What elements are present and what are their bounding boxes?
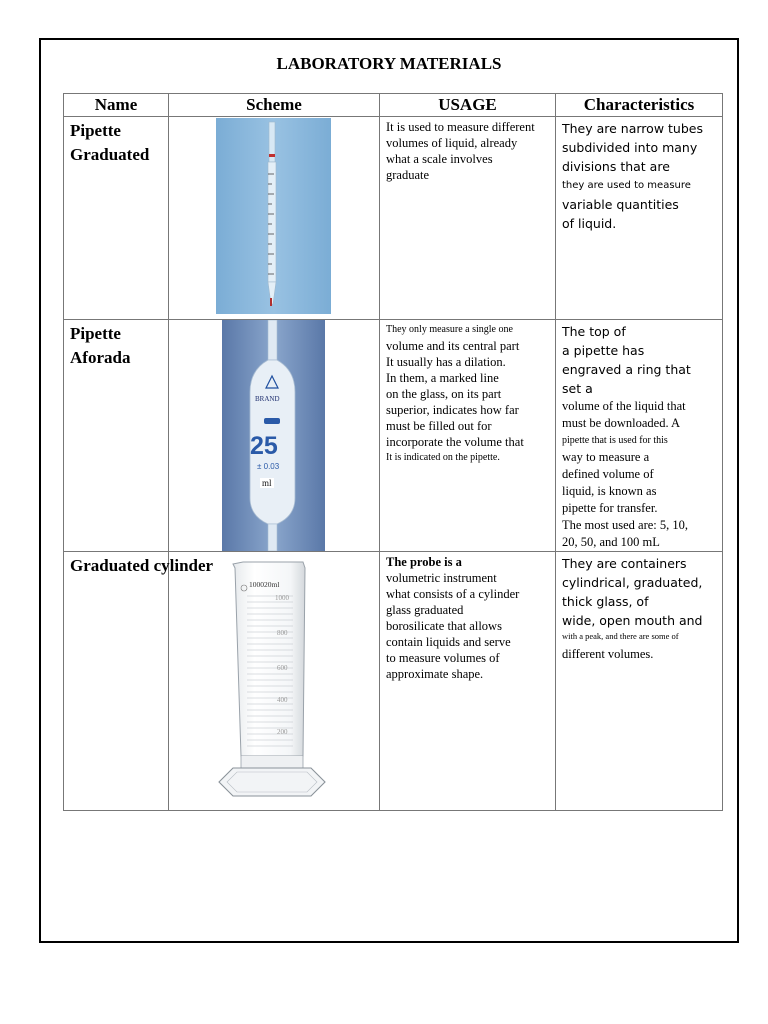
tick-label: 1000 bbox=[275, 594, 289, 602]
scheme-cell bbox=[169, 320, 380, 552]
capacity-label: 100020ml bbox=[249, 580, 280, 589]
name-line: Aforada bbox=[70, 348, 131, 367]
usage-line: The probe is a bbox=[386, 555, 462, 569]
name-cell bbox=[64, 117, 169, 320]
char-line: they are used to measure bbox=[562, 180, 691, 191]
graduated-pipette-image bbox=[216, 118, 331, 314]
char-line: subdivided into many bbox=[562, 140, 698, 155]
volume-label: 25 bbox=[250, 432, 278, 460]
usage-line: what a scale involves bbox=[386, 152, 493, 166]
usage-line: It usually has a dilation. bbox=[386, 355, 506, 369]
usage-line: They only measure a single one bbox=[386, 324, 513, 335]
usage-line: contain liquids and serve bbox=[386, 635, 511, 649]
usage-line: superior, indicates how far bbox=[386, 403, 519, 417]
usage-line: on the glass, on its part bbox=[386, 387, 502, 401]
usage-line: borosilicate that allows bbox=[386, 619, 502, 633]
header-characteristics: Characteristics bbox=[556, 94, 723, 117]
header-row bbox=[64, 94, 723, 117]
char-line: set a bbox=[562, 381, 593, 396]
header-scheme: Scheme bbox=[169, 94, 380, 117]
usage-line: glass graduated bbox=[386, 603, 464, 617]
usage-line: volumetric instrument bbox=[386, 571, 497, 585]
name-line: Pipette bbox=[70, 121, 121, 140]
usage-line: incorporate the volume that bbox=[386, 435, 524, 449]
char-line: liquid, is known as bbox=[562, 484, 657, 498]
tick-label: 800 bbox=[277, 629, 288, 637]
usage-line: In them, a marked line bbox=[386, 371, 499, 385]
char-line: The top of bbox=[562, 324, 626, 339]
tolerance-label: ± 0.03 bbox=[257, 462, 280, 471]
materials-table bbox=[63, 93, 723, 811]
char-line: They are narrow tubes bbox=[562, 121, 703, 136]
header-usage: USAGE bbox=[380, 94, 556, 117]
char-line: divisions that are bbox=[562, 159, 670, 174]
usage-line: It is indicated on the pipette. bbox=[386, 452, 500, 463]
usage-line: volume and its central part bbox=[386, 339, 520, 353]
char-line: with a peak, and there are some of bbox=[562, 631, 679, 641]
char-line: defined volume of bbox=[562, 467, 654, 481]
characteristics-cell bbox=[556, 320, 723, 552]
char-line: of liquid. bbox=[562, 216, 617, 231]
characteristics-cell bbox=[556, 117, 723, 320]
char-line: must be downloaded. A bbox=[562, 416, 681, 430]
document-title: LABORATORY MATERIALS bbox=[276, 54, 502, 73]
char-line: They are containers bbox=[562, 556, 687, 571]
char-line: pipette that is used for this bbox=[562, 435, 668, 446]
volumetric-pipette-image bbox=[222, 320, 325, 551]
usage-line: graduate bbox=[386, 168, 430, 182]
name-line: Pipette bbox=[70, 324, 121, 343]
usage-line: must be filled out for bbox=[386, 419, 492, 433]
unit-label: ml bbox=[262, 478, 272, 488]
graduated-cylinder-image bbox=[213, 556, 333, 800]
scheme-cell bbox=[169, 117, 380, 320]
usage-cell bbox=[380, 320, 556, 552]
tick-label: 600 bbox=[277, 664, 288, 672]
characteristics-cell bbox=[556, 552, 723, 811]
name-cell bbox=[64, 320, 169, 552]
tick-label: 200 bbox=[277, 728, 288, 736]
usage-line: to measure volumes of bbox=[386, 651, 500, 665]
char-line: volume of the liquid that bbox=[562, 399, 686, 413]
char-line: a pipette has bbox=[562, 343, 645, 358]
tick-label: 400 bbox=[277, 696, 288, 704]
char-line: The most used are: 5, 10, bbox=[562, 518, 689, 532]
char-line: cylindrical, graduated, bbox=[562, 575, 703, 590]
usage-line: what consists of a cylinder bbox=[386, 587, 520, 601]
char-line: wide, open mouth and bbox=[562, 613, 703, 628]
name-line: Graduated cylinder bbox=[70, 556, 214, 575]
name-cell bbox=[64, 552, 214, 811]
table-row-graduated-cylinder bbox=[64, 552, 723, 811]
table-row-pipette-aforada bbox=[64, 320, 723, 552]
usage-line: approximate shape. bbox=[386, 667, 484, 681]
char-line: variable quantities bbox=[562, 197, 679, 212]
char-line: 20, 50, and 100 mL bbox=[562, 535, 660, 549]
char-line: engraved a ring that bbox=[562, 362, 691, 377]
char-line: thick glass, of bbox=[562, 594, 649, 609]
char-line: pipette for transfer. bbox=[562, 501, 658, 515]
char-line: different volumes. bbox=[562, 647, 654, 661]
page-frame bbox=[39, 38, 739, 943]
header-name: Name bbox=[64, 94, 169, 117]
char-line: way to measure a bbox=[562, 450, 650, 464]
name-line: Graduated bbox=[70, 145, 150, 164]
usage-cell bbox=[380, 117, 556, 320]
usage-line: volumes of liquid, already bbox=[386, 136, 518, 150]
scheme-cell bbox=[169, 552, 380, 811]
table-row-graduated-pipette bbox=[64, 117, 723, 320]
usage-line: It is used to measure different bbox=[386, 120, 535, 134]
brand-label: BRAND bbox=[255, 395, 280, 403]
usage-cell bbox=[380, 552, 556, 811]
